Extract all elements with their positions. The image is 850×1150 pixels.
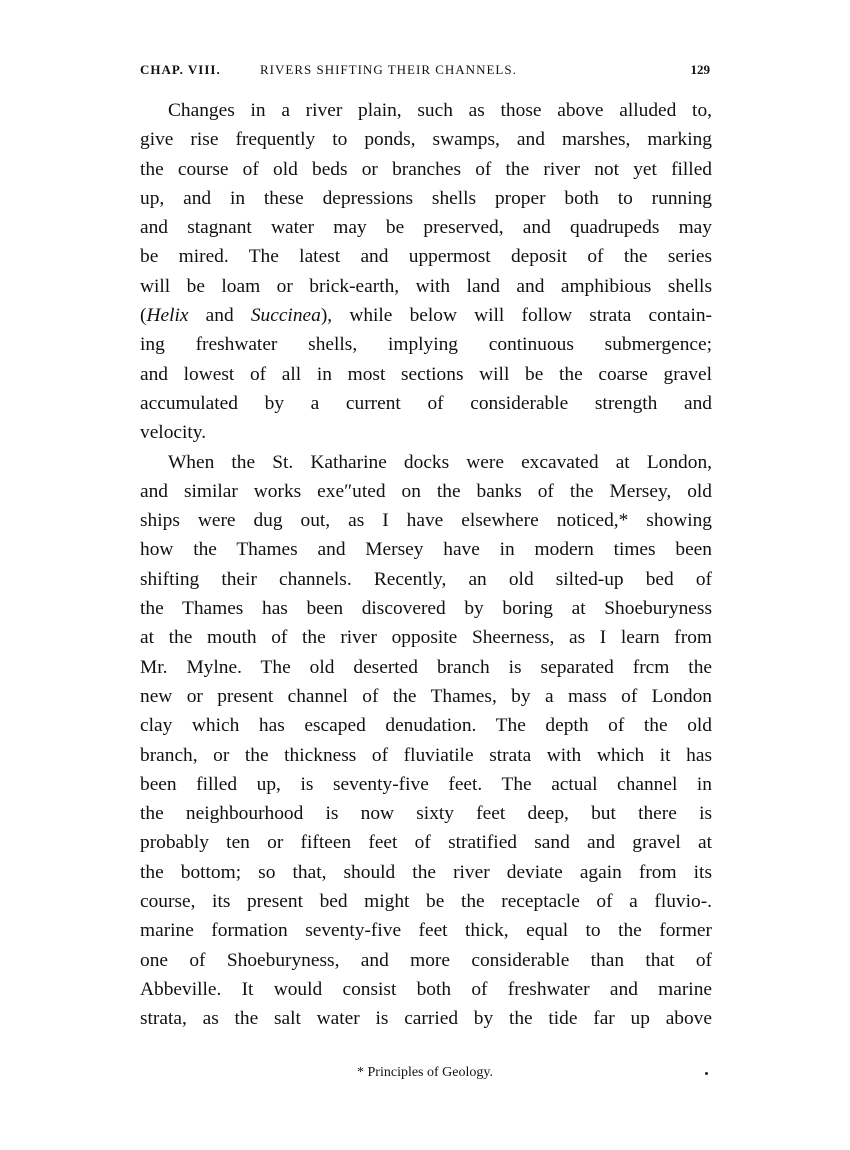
text-line: the bottom; so that, should the river deviate again from its [140,861,712,883]
running-head [140,62,710,82]
text-line: marine formation seventy-five feet thick, equal to the former [140,920,712,942]
text-line: Changes in a river plain, such as those above alluded to, [168,100,712,121]
genus-helix: Helix [146,305,189,327]
running-title: RIVERS SHIFTING THEIR CHANNELS. [260,62,517,77]
text-line: course, its present bed might be the receptacle of a fluvio-. [140,891,712,913]
conjunction: and [188,305,251,327]
text-line: and similar works exe″uted on the banks of the Mersey, old [140,480,712,502]
text-line: be mired. The latest and uppermost deposit of the series [140,246,712,268]
text-line: strata, as the salt water is carried by the tide far up above [140,1008,712,1030]
text-line: will be loam or brick-earth, with land and amphibious shells [140,275,712,297]
text-line: When the St. Katharine docks were excavated at London, [168,451,712,473]
body-text [140,96,712,1034]
text-line: one of Shoeburyness, and more considerable than that of [140,949,712,971]
text-line: accumulated by a current of considerable strength and [140,392,712,414]
paragraph-1 [140,96,712,448]
footnote: * Principles of Geology. [357,1065,493,1080]
text-line: up, and in these depressions shells proper both to running [140,187,712,209]
text-line: the Thames has been discovered by boring at Shoeburyness [140,598,712,620]
text-line: the neighbourhood is now sixty feet deep, but there is [140,803,712,825]
text-line: branch, or the thickness of fluviatile strata with which it has [140,744,712,766]
text-line: ships were dug out, as I have elsewhere noticed,* showing [140,510,712,532]
chapter-label: CHAP. VIII. [140,62,221,77]
text-line: Abbeville. It would consist both of freshwater and marine [140,978,712,1000]
text-line: at the mouth of the river opposite Sheerness, as I learn from [140,627,712,649]
text-line: new or present channel of the Thames, by a mass of London [140,685,712,707]
species-line-rest: ), while below will follow strata contain- [320,305,712,327]
ink-speck [705,1072,708,1075]
page-number: 129 [690,62,710,77]
text-line: velocity. [140,422,207,444]
species-line [140,301,712,330]
text-line: and lowest of all in most sections will be the coarse gravel [140,363,712,385]
text-line: probably ten or fifteen feet of stratified sand and gravel at [140,832,712,854]
paragraph-2 [140,448,712,1034]
open-paren: ( [140,305,147,327]
text-line: ing freshwater shells, implying continuous submergence; [140,334,712,356]
text-line: shifting their channels. Recently, an old silted-up bed of [140,568,712,590]
text-line: and stagnant water may be preserved, and quadrupeds may [140,217,712,239]
text-line: the course of old beds or branches of the river not yet filled [140,158,712,180]
text-line: been filled up, is seventy-five feet. The actual channel in [140,773,712,795]
text-line: clay which has escaped denudation. The depth of the old [140,715,712,737]
text-line: Mr. Mylne. The old deserted branch is separated frcm the [140,656,712,678]
genus-succinea: Succinea [250,305,321,327]
text-line: how the Thames and Mersey have in modern times been [140,539,712,561]
text-line: give rise frequently to ponds, swamps, and marshes, marking [140,129,712,151]
